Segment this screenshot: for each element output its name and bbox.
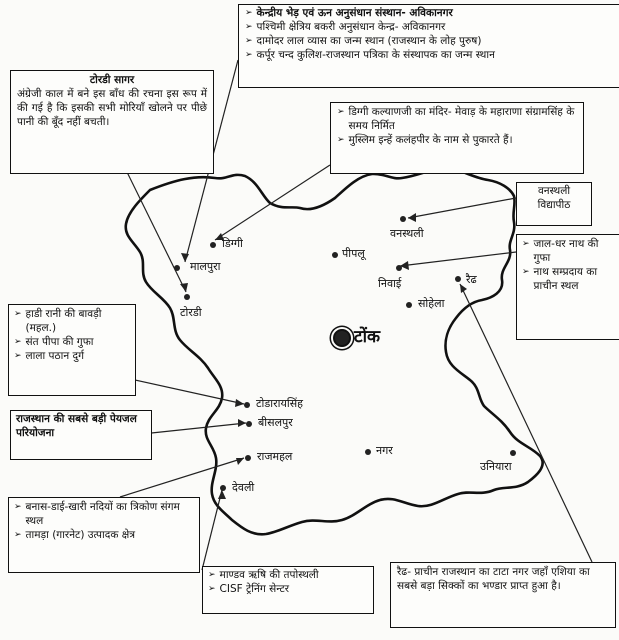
info-item	[245, 35, 615, 49]
leader-deoli	[202, 490, 222, 570]
leader-bisalpur	[142, 423, 246, 434]
info-text: राजस्थान की सबसे बड़ी पेयजल परियोजना	[16, 413, 137, 439]
arrow-bullet-icon: ➢	[14, 502, 22, 512]
arrow-bullet-icon: ➢	[208, 570, 216, 580]
info-text: लाला पठान दुर्ग	[25, 349, 84, 362]
info-box-avikanagar	[238, 4, 619, 88]
info-item	[208, 583, 368, 597]
place-marker	[245, 455, 251, 461]
place-nagar: नगर	[376, 444, 393, 457]
info-item	[337, 134, 577, 148]
leader-banas	[120, 458, 244, 497]
info-item	[337, 106, 577, 134]
info-text: कर्पूर चन्द कुलिश-राजस्थान पत्रिका के संस्थापक का जन्म स्थान	[256, 48, 495, 61]
place-diggi: डिग्गी	[222, 237, 243, 250]
info-item	[522, 238, 614, 266]
info-item	[14, 350, 130, 364]
place-bisalpur: बीसलपुर	[258, 416, 293, 429]
info-text: वनस्थली विद्यापीठ	[537, 185, 571, 211]
info-text: जाल-धर नाथ की गुफा	[533, 238, 599, 264]
info-item	[522, 266, 614, 294]
place-marker	[332, 252, 338, 258]
place-marker	[406, 302, 412, 308]
arrow-bullet-icon: ➢	[522, 239, 530, 249]
place-todaraisingh: टोडारायसिंह	[256, 397, 303, 410]
info-box-banas	[8, 497, 200, 573]
info-item	[245, 21, 615, 35]
info-text: हाडी रानी की बावड़ी (महल.)	[25, 308, 102, 334]
place-deoli: देवली	[232, 481, 255, 494]
info-text: अंग्रेजी काल में बने इस बाँध की रचना इस रूप में की गई है कि इसकी सभी मोरियाँ खोलने पर पीछे पानी की बूँद नहीं बचती।	[17, 87, 207, 128]
place-marker	[455, 276, 461, 282]
info-box-deoli	[202, 566, 374, 614]
info-item	[14, 529, 194, 543]
info-text: मुस्लिम इन्हें कलंहपीर के नाम से पुकारते हैं।	[348, 133, 513, 146]
info-text: पश्चिमी क्षेत्रिय बकरी अनुसंधान केन्द्र- अविकानगर	[256, 20, 446, 33]
arrow-bullet-icon: ➢	[522, 266, 530, 277]
arrow-bullet-icon: ➢	[14, 529, 22, 540]
place-marker	[246, 421, 252, 427]
box-title: टोरडी सागर	[89, 74, 135, 86]
arrow-bullet-icon: ➢	[245, 49, 253, 60]
info-box-diggi	[330, 102, 584, 174]
place-marker	[400, 216, 406, 222]
info-box-tordi-sagar	[10, 70, 214, 174]
arrow-bullet-icon: ➢	[245, 8, 253, 18]
arrow-bullet-icon: ➢	[245, 35, 253, 46]
place-marker	[396, 265, 402, 271]
info-text: CISF ट्रेनिंग सेन्टर	[219, 582, 290, 595]
place-marker	[174, 265, 180, 271]
place-marker	[244, 402, 250, 408]
info-item	[208, 569, 368, 583]
leader-vanasthali	[408, 198, 516, 218]
info-text: रैढ- प्राचीन राजस्थान का टाटा नगर जहाँ एशिया का सबसे बड़ा सिक्कों का भण्डार प्राप्त हुआ है।	[397, 566, 590, 592]
place-marker	[184, 294, 190, 300]
district-boundary	[126, 168, 543, 534]
info-item	[14, 501, 194, 529]
info-item	[14, 308, 130, 336]
place-marker	[510, 450, 516, 456]
place-niwai: निवाई	[378, 277, 402, 290]
info-box-raidh	[390, 562, 616, 628]
info-text: बनास-डाई-खारी नदियों का त्रिकोण संगम स्थल	[25, 501, 180, 527]
arrow-bullet-icon: ➢	[14, 350, 22, 361]
info-item	[245, 49, 615, 63]
arrow-bullet-icon: ➢	[337, 107, 345, 117]
place-marker	[365, 449, 371, 455]
arrow-bullet-icon: ➢	[14, 309, 22, 319]
place-uniyara: उनियारा	[480, 460, 512, 473]
info-text: डिग्गी कल्याणजी का मंदिर- मेवाड़ के महाराणा संग्रामसिंह के समय निर्मित	[348, 106, 575, 132]
info-text: संत पीपा की गुफा	[25, 335, 94, 348]
place-peeplu: पीपलू	[342, 247, 365, 260]
place-tonk: टोंक	[354, 327, 381, 347]
district-capital-icon	[333, 329, 351, 347]
info-item	[14, 336, 130, 350]
info-text: माण्डव ऋषि की तपोस्थली	[219, 569, 319, 581]
info-box-vanasthali	[516, 182, 592, 226]
place-marker	[210, 242, 216, 248]
leader-jaldhar	[400, 252, 516, 266]
place-marker	[220, 485, 226, 491]
arrow-bullet-icon: ➢	[245, 21, 253, 32]
info-box-hadi-rani	[8, 304, 136, 396]
info-text: तामड़ा (गारनेट) उत्पादक क्षेत्र	[25, 528, 136, 541]
info-text: केन्द्रीय भेड़ एवं ऊन अनुसंधान संस्थान- अविकानगर	[256, 7, 453, 19]
arrow-bullet-icon: ➢	[14, 336, 22, 347]
info-text: दामोदर लाल व्यास का जन्म स्थान (राजस्थान के लोह पुरुष)	[256, 34, 482, 47]
place-sohela: सोहेला	[418, 297, 445, 310]
place-malpura: मालपुरा	[190, 260, 221, 273]
arrow-bullet-icon: ➢	[208, 583, 216, 594]
info-box-jaldhar	[516, 234, 619, 340]
leader-left	[126, 378, 244, 404]
info-box-bisalpur	[10, 410, 152, 460]
info-text: नाथ सम्प्रदाय का प्राचीन स्थल	[533, 265, 598, 292]
place-vanasthali: वनस्थली	[390, 227, 424, 240]
arrow-bullet-icon: ➢	[337, 134, 345, 145]
place-raidh: रैढ	[466, 273, 477, 286]
place-rajmahal: राजमहल	[257, 450, 293, 463]
info-item	[245, 7, 615, 21]
place-tordi: टोरडी	[180, 306, 202, 319]
